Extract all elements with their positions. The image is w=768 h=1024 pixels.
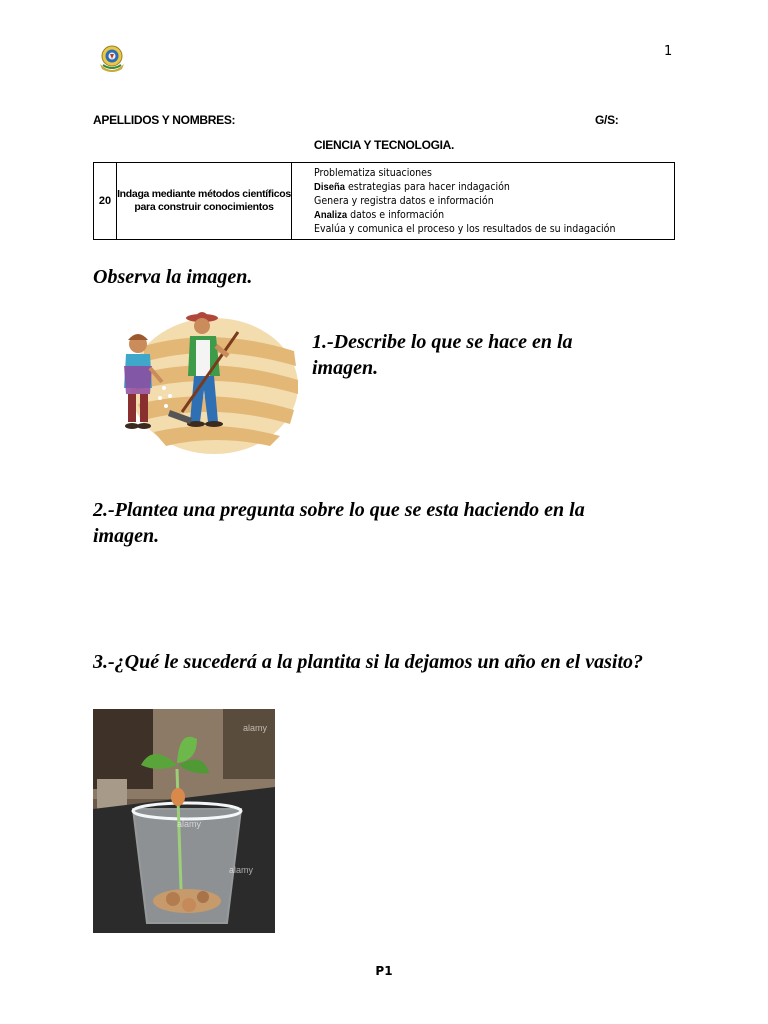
capacity-item: Analiza datos e información (314, 209, 445, 221)
watermark-text: alamy (177, 819, 202, 829)
capacity-item: Problematiza situaciones (314, 167, 432, 179)
name-field-label: APELLIDOS Y NOMBRES: (93, 113, 236, 127)
competency-name: Indaga mediante métodos científicos para construir conocimientos (117, 163, 292, 240)
watermark-text: alamy (243, 723, 268, 733)
capacity-item: Diseña estrategias para hacer indagación (314, 181, 510, 193)
instruction-text: Observa la imagen. (93, 266, 253, 288)
question-1: 1.-Describe lo que se hace en la imagen. (312, 331, 573, 379)
competency-number: 20 (94, 163, 117, 240)
school-crest-icon (97, 42, 127, 74)
capacity-item: Genera y registra datos e información (314, 195, 494, 207)
subject-title: CIENCIA Y TECNOLOGIA. (313, 138, 455, 152)
footer-page-label: P1 (375, 964, 393, 978)
grade-section-label: G/S: (595, 113, 619, 127)
question-2: 2.-Plantea una pregunta sobre lo que se esta haciendo en la imagen. (93, 499, 585, 547)
farming-illustration (104, 306, 304, 456)
watermark-text: alamy (229, 865, 254, 875)
question-3: 3.-¿Qué le sucederá a la plantita si la dejamos un año en el vasito? (93, 651, 644, 673)
competency-table (93, 162, 675, 240)
page-number: 1 (664, 44, 673, 59)
capacity-item: Evalúa y comunica el proceso y los resultados de su indagación (314, 223, 616, 235)
plant-in-cup-photo (93, 709, 275, 933)
capacities-list (292, 163, 675, 240)
